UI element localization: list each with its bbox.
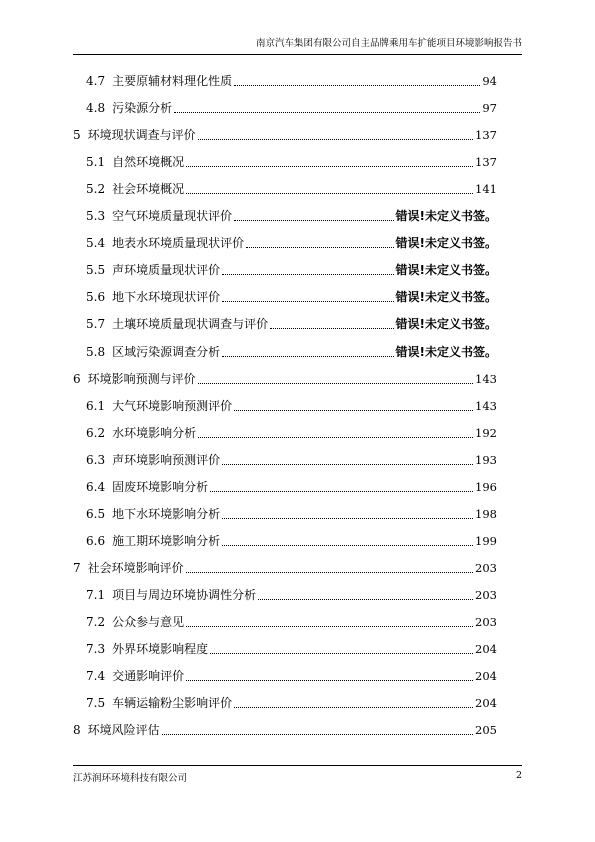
toc-entry-number: 5.5	[86, 263, 106, 278]
toc-entry-title: 自然环境概况	[112, 155, 185, 170]
toc-entry-number: 5	[73, 128, 81, 143]
toc-entry-page: 196	[475, 479, 497, 494]
toc-entry-page: 198	[475, 506, 497, 521]
toc-entry-number: 4.8	[86, 101, 106, 116]
toc-entry-page: 141	[475, 182, 497, 197]
toc-entry-title: 环境影响预测与评价	[87, 371, 196, 386]
toc-leader-dots	[222, 502, 473, 519]
toc-entry-page: 错误!未定义书签。	[395, 236, 497, 251]
toc-leader-dots	[210, 637, 473, 654]
toc-entry-title: 主要原辅材料理化性质	[112, 74, 233, 88]
toc-entry[interactable]	[73, 229, 497, 251]
toc-entry[interactable]	[73, 500, 497, 522]
toc-entry-title: 地下水环境影响分析	[112, 506, 221, 521]
toc-entry-page: 97	[482, 101, 497, 116]
toc-entry-page: 199	[475, 533, 497, 548]
toc-entry-title: 土壤环境质量现状调查与评价	[112, 317, 269, 332]
toc-entry-number: 5.1	[86, 155, 106, 170]
toc-entry-number: 6.6	[86, 533, 106, 548]
toc-entry-page: 137	[475, 155, 497, 170]
toc-leader-dots	[222, 529, 473, 546]
toc-entry-title: 社会环境影响评价	[87, 560, 184, 575]
toc-leader-dots	[234, 394, 473, 411]
toc-entry-page: 204	[475, 669, 497, 684]
toc-entry-title: 污染源分析	[112, 101, 173, 116]
toc-leader-dots	[246, 231, 393, 248]
toc-entry-number: 7.2	[86, 615, 106, 629]
toc-entry[interactable]	[73, 581, 497, 603]
toc-leader-dots	[198, 123, 473, 140]
toc-entry[interactable]	[73, 202, 497, 224]
toc-entry-title: 区域污染源调查分析	[112, 344, 221, 359]
toc-entry[interactable]	[73, 310, 497, 332]
page-footer	[73, 765, 522, 786]
toc-leader-dots	[222, 285, 393, 302]
toc-entry-page: 错误!未定义书签。	[395, 263, 497, 278]
toc-leader-dots	[234, 204, 393, 221]
page-header	[73, 28, 522, 55]
toc-entry-page: 203	[475, 615, 497, 629]
toc-leader-dots	[186, 177, 473, 194]
toc-entry[interactable]	[73, 473, 497, 495]
toc-entry[interactable]	[73, 338, 497, 360]
toc-entry[interactable]	[73, 446, 497, 468]
toc-leader-dots	[234, 691, 473, 708]
toc-entry-page: 204	[475, 696, 497, 711]
toc-entry-title: 车辆运输粉尘影响评价	[112, 696, 233, 711]
toc-entry[interactable]	[73, 554, 497, 576]
toc-entry-number: 7.5	[86, 696, 106, 711]
company-name: 江苏润环环境科技有限公司	[73, 773, 188, 784]
toc-entry-page: 193	[475, 452, 497, 467]
toc-entry-title: 公众参与意见	[112, 615, 185, 629]
toc-entry-number: 7.4	[86, 669, 106, 684]
toc-entry-number: 5.8	[86, 344, 106, 359]
toc-entry-page: 错误!未定义书签。	[395, 290, 497, 305]
toc-leader-dots	[270, 312, 393, 329]
toc-entry-title: 交通影响评价	[112, 669, 185, 684]
toc-entry-number: 8	[73, 723, 81, 738]
toc-entry-page: 203	[475, 587, 497, 602]
toc-leader-dots	[174, 96, 480, 113]
toc-leader-dots	[186, 664, 473, 681]
toc-entry-number: 6.4	[86, 479, 106, 494]
toc-entry-title: 固废环境影响分析	[112, 479, 209, 494]
toc-entry-title: 社会环境概况	[112, 182, 185, 197]
toc-entry-title: 项目与周边环境协调性分析	[112, 587, 257, 602]
toc-entry[interactable]	[73, 175, 497, 197]
toc-entry[interactable]	[73, 365, 497, 387]
toc-entry-number: 4.7	[86, 74, 106, 88]
toc-entry[interactable]	[73, 148, 497, 170]
toc-entry-page: 137	[475, 128, 497, 143]
toc-entry-page: 143	[475, 371, 497, 386]
toc-leader-dots	[198, 421, 473, 438]
toc-entry-page: 错误!未定义书签。	[395, 344, 497, 359]
toc-entry-title: 环境风险评估	[87, 723, 160, 738]
toc-entry-number: 5.3	[86, 209, 106, 224]
toc-entry[interactable]	[73, 419, 497, 441]
toc-entry-page: 错误!未定义书签。	[395, 209, 497, 224]
toc-entry-page: 203	[475, 560, 497, 575]
toc-entry-title: 施工期环境影响分析	[112, 533, 221, 548]
toc-entry-number: 5.2	[86, 182, 106, 197]
toc-entry-title: 环境现状调查与评价	[87, 128, 196, 143]
toc-entry-number: 5.7	[86, 317, 106, 332]
toc-leader-dots	[186, 150, 473, 167]
toc-entry-page: 错误!未定义书签。	[395, 317, 497, 332]
toc-entry-number: 6.5	[86, 506, 106, 521]
toc-entry-page: 205	[475, 723, 497, 738]
toc-entry[interactable]	[73, 635, 497, 657]
toc-entry[interactable]	[73, 94, 497, 116]
toc-entry-number: 7.1	[86, 587, 106, 602]
page-number: 2	[515, 770, 522, 781]
toc-entry[interactable]	[73, 392, 497, 414]
toc-entry[interactable]	[73, 67, 497, 89]
toc-entry[interactable]	[73, 121, 497, 143]
toc-entry-number: 7.3	[86, 642, 106, 657]
toc-entry-page: 192	[475, 425, 497, 440]
toc-leader-dots	[162, 718, 473, 735]
toc-entry-title: 地下水环境现状评价	[112, 290, 221, 305]
toc-leader-dots	[198, 367, 473, 384]
toc-entry-title: 外界环境影响程度	[112, 642, 209, 657]
toc-entry-page: 204	[475, 642, 497, 657]
toc-leader-dots	[234, 69, 480, 86]
toc-entry[interactable]	[73, 689, 497, 711]
toc-entry-page: 143	[475, 398, 497, 413]
toc-entry[interactable]	[73, 256, 497, 278]
toc-entry-number: 7	[73, 560, 81, 575]
toc-leader-dots	[186, 556, 473, 573]
toc-entry-title: 地表水环境质量现状评价	[112, 236, 245, 251]
toc-entry[interactable]	[73, 608, 497, 630]
toc-entry-title: 声环境影响预测评价	[112, 452, 221, 467]
toc-entry-number: 6.2	[86, 425, 106, 440]
toc-leader-dots	[186, 610, 473, 627]
toc-entry[interactable]	[73, 662, 497, 684]
toc-leader-dots	[210, 475, 473, 492]
toc-entry-number: 5.6	[86, 290, 106, 305]
toc-entry[interactable]	[73, 527, 497, 549]
toc-leader-dots	[222, 340, 393, 357]
toc-entry-title: 水环境影响分析	[112, 425, 197, 440]
toc-entry-number: 5.4	[86, 236, 106, 251]
toc-entry-title: 声环境质量现状评价	[112, 263, 221, 278]
toc-entry-number: 6	[73, 371, 81, 386]
toc-entry-number: 6.1	[86, 398, 106, 413]
toc-leader-dots	[222, 448, 473, 465]
toc-entry-page: 94	[482, 74, 497, 88]
toc-entry-title: 大气环境影响预测评价	[112, 398, 233, 413]
toc-entry-number: 6.3	[86, 452, 106, 467]
toc-leader-dots	[222, 258, 393, 275]
toc-leader-dots	[258, 583, 473, 600]
document-title: 南京汽车集团有限公司自主品牌乘用车扩能项目环境影响报告书	[255, 38, 522, 49]
toc-entry[interactable]	[73, 716, 497, 738]
toc-entry[interactable]	[73, 283, 497, 305]
toc-entry-title: 空气环境质量现状评价	[112, 209, 233, 224]
